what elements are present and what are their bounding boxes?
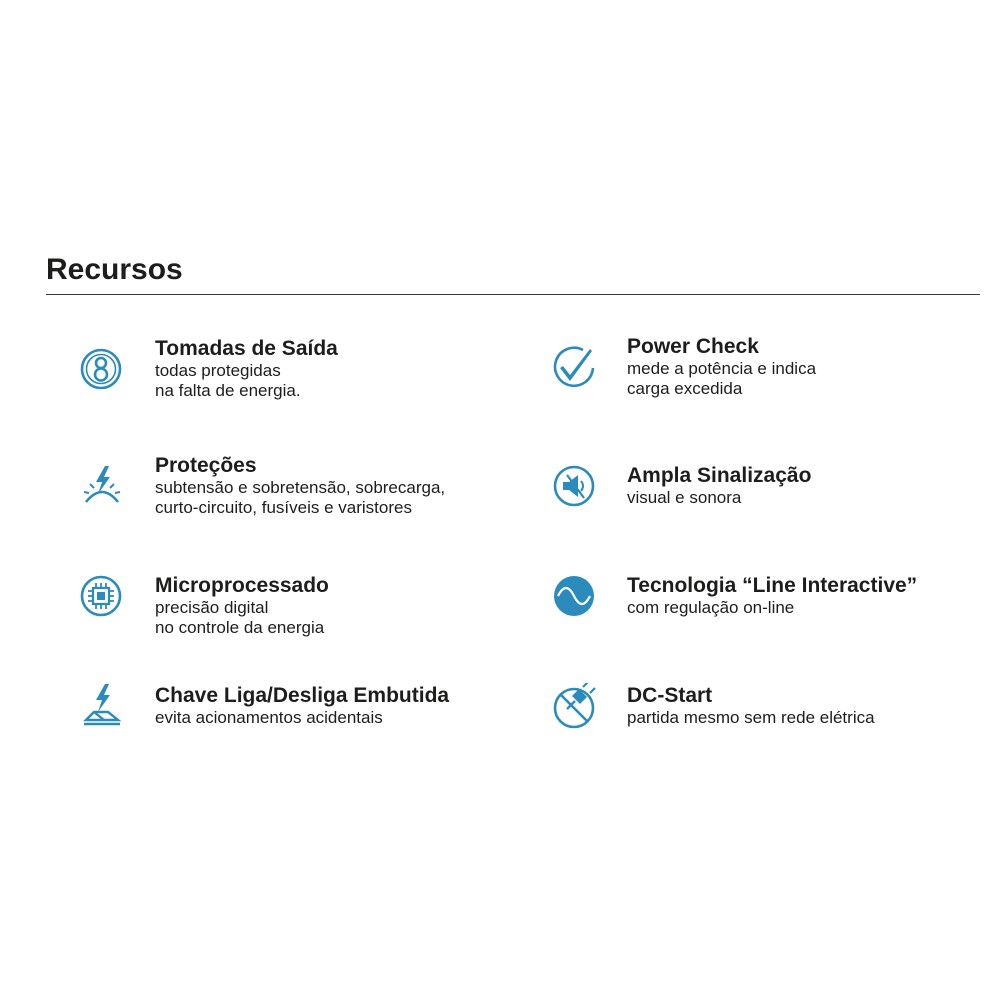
- feature-desc-line-1: subtensão e sobretensão, sobrecarga,: [155, 478, 446, 497]
- title-divider: [46, 294, 980, 295]
- feature-desc-line-1: todas protegidas: [155, 361, 281, 380]
- feature-desc-line-1: partida mesmo sem rede elétrica: [627, 708, 875, 727]
- outlet-8-icon: [77, 345, 125, 393]
- lightning-switch-icon: [78, 682, 126, 730]
- feature-title: Power Check: [627, 335, 759, 358]
- no-plug-icon: [550, 683, 598, 731]
- sine-wave-icon: [550, 572, 598, 620]
- feature-title: Ampla Sinalização: [627, 464, 812, 487]
- feature-desc-line-2: na falta de energia.: [155, 381, 301, 400]
- feature-desc-line-2: curto-circuito, fusíveis e varistores: [155, 498, 412, 517]
- feature-title: Chave Liga/Desliga Embutida: [155, 684, 450, 707]
- checkmark-icon: [550, 342, 598, 390]
- feature-title: DC-Start: [627, 684, 713, 707]
- feature-desc-line-1: evita acionamentos acidentais: [155, 708, 383, 727]
- feature-desc-line-2: no controle da energia: [155, 618, 325, 637]
- section-title: Recursos: [46, 253, 183, 286]
- feature-desc-line-1: com regulação on-line: [627, 598, 795, 617]
- lightning-shield-icon: [78, 462, 126, 510]
- feature-desc-line-2: carga excedida: [627, 379, 743, 398]
- feature-title: Tecnologia “Line Interactive”: [627, 574, 918, 597]
- feature-desc-line-1: mede a potência e indica: [627, 359, 817, 378]
- feature-title: Proteções: [155, 454, 257, 477]
- microchip-icon: [77, 572, 125, 620]
- feature-desc-line-1: visual e sonora: [627, 488, 742, 507]
- feature-title: Tomadas de Saída: [155, 337, 338, 360]
- feature-title: Microprocessado: [155, 574, 329, 597]
- speaker-signal-icon: [550, 462, 598, 510]
- feature-desc-line-1: precisão digital: [155, 598, 269, 617]
